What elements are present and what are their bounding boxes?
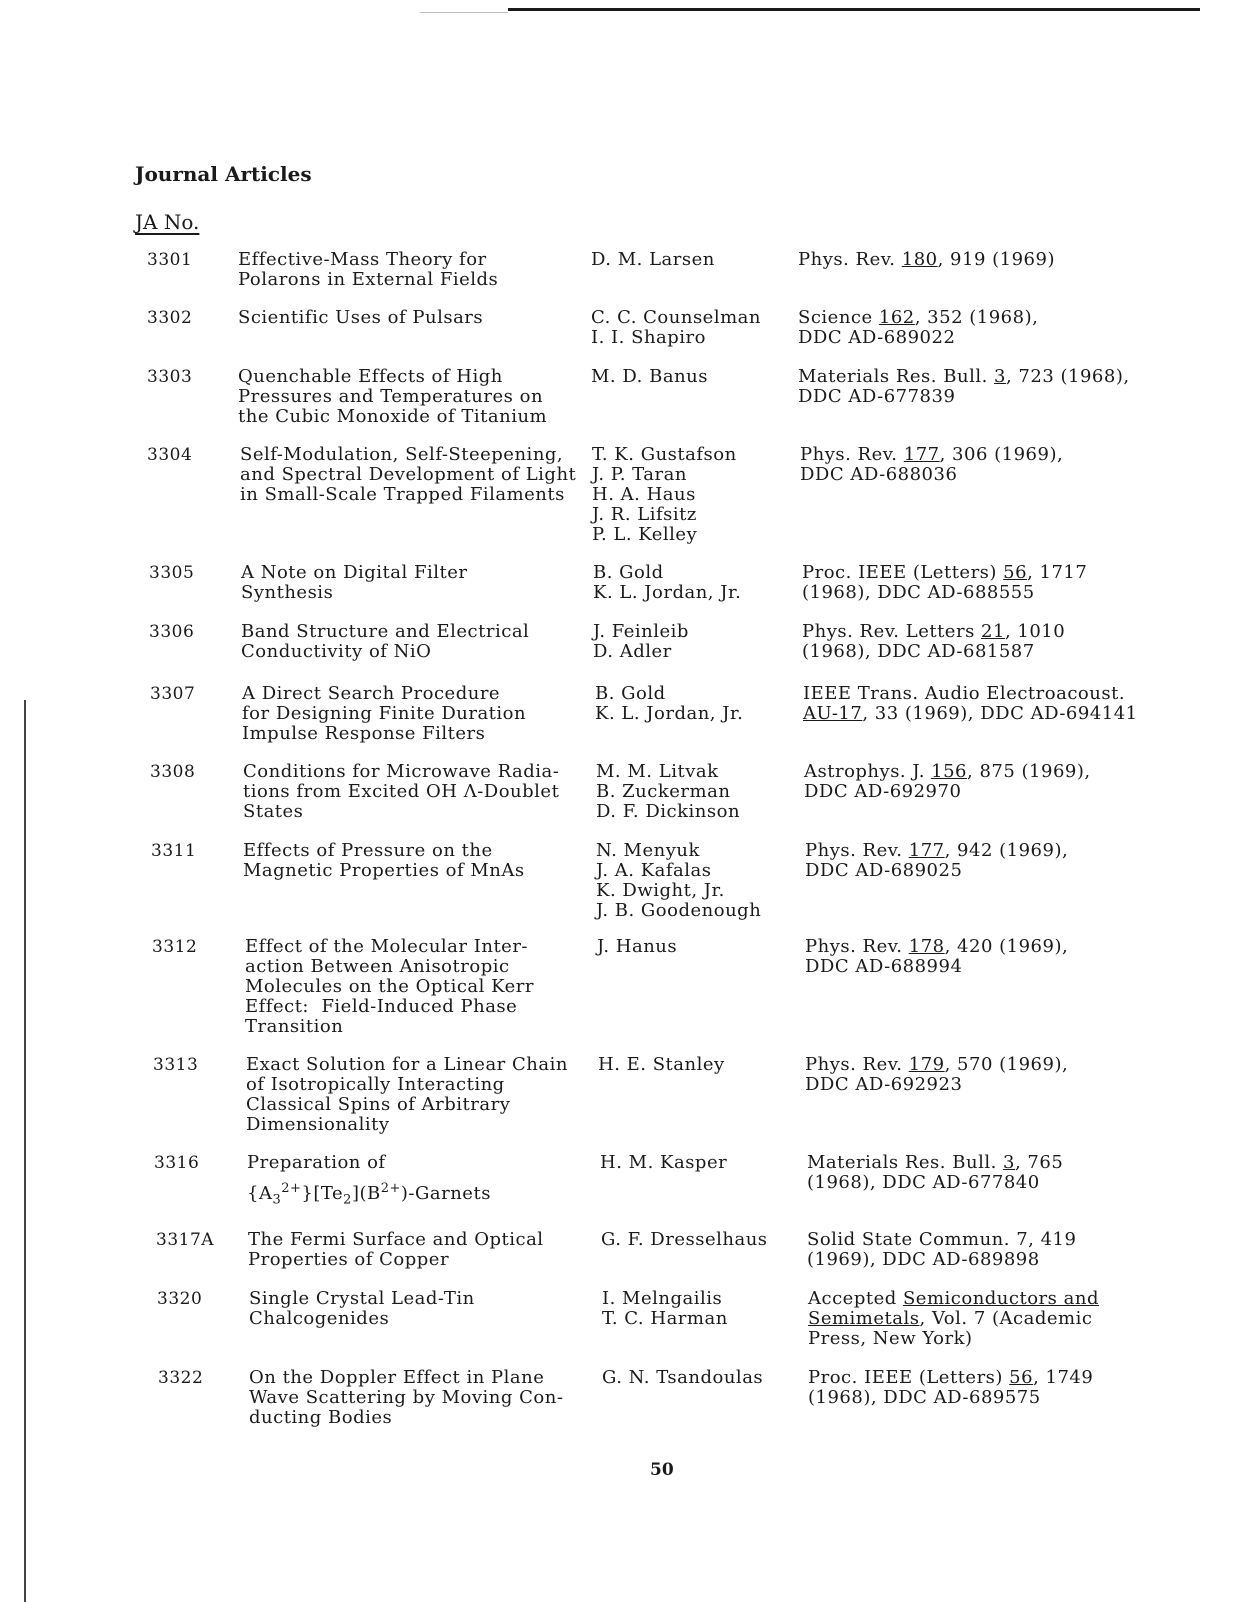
author-name: I. I. Shapiro <box>591 327 706 348</box>
author-name: T. C. Harman <box>602 1308 728 1329</box>
title-line: Transition <box>245 1016 344 1037</box>
citation-line <box>798 250 1055 270</box>
citation <box>802 563 1087 603</box>
citation-line <box>808 1368 1093 1388</box>
citation-text: , 1749 <box>1033 1367 1094 1388</box>
page-number: 50 <box>650 1460 674 1480</box>
citation-text: Phys. Rev. <box>805 936 909 957</box>
citation <box>798 367 1130 407</box>
authors <box>598 1055 725 1075</box>
citation <box>807 1153 1063 1193</box>
citation-text: , 352 (1968), <box>914 307 1039 328</box>
citation-text: , 33 (1969), DDC AD-694141 <box>862 703 1138 724</box>
article-title <box>245 937 534 1037</box>
citation-line <box>808 1289 1099 1309</box>
ja-number: 3313 <box>153 1055 199 1075</box>
citation-line <box>807 1230 1076 1250</box>
citation-text: DDC AD-688036 <box>800 464 958 485</box>
citation-text: Solid State Commun. 7, 419 <box>807 1229 1077 1250</box>
citation-text: DDC AD-692970 <box>804 781 962 802</box>
article-title <box>243 841 525 881</box>
ja-number: 3320 <box>157 1289 203 1309</box>
citation-line <box>808 1388 1093 1408</box>
article-title <box>246 1055 568 1135</box>
citation-text: Phys. Rev. <box>805 1054 909 1075</box>
author-name: K. Dwight, Jr. <box>596 880 725 901</box>
authors <box>602 1289 728 1329</box>
citation-volume: AU-17 <box>803 703 863 724</box>
citation-line <box>805 937 1068 957</box>
formula-b: ](B <box>351 1183 381 1204</box>
citation-volume: 3 <box>1003 1152 1015 1173</box>
citation-text: , 942 (1969), <box>944 840 1069 861</box>
author-name: D. F. Dickinson <box>596 801 741 822</box>
ja-number: 3304 <box>147 445 193 465</box>
citation <box>800 445 1063 485</box>
citation-text: Press, New York) <box>808 1328 973 1349</box>
title-line: Single Crystal Lead-Tin <box>249 1288 475 1309</box>
citation-line <box>802 583 1087 603</box>
title-line: Self-Modulation, Self-Steepening, <box>240 444 564 465</box>
citation <box>802 622 1065 662</box>
ja-number: 3311 <box>151 841 197 861</box>
citation-line <box>805 841 1068 861</box>
title-line: Effect: Field-Induced Phase <box>245 996 518 1017</box>
citation <box>807 1230 1076 1270</box>
ja-number: 3302 <box>147 308 193 328</box>
citation-line <box>807 1153 1063 1173</box>
citation-volume: 177 <box>908 840 945 861</box>
citation-text: Accepted <box>808 1288 903 1309</box>
citation-text: (1968), DDC AD-677840 <box>807 1172 1040 1193</box>
article-title <box>241 622 529 662</box>
left-edge-mark <box>24 700 26 1602</box>
citation-text: Phys. Rev. <box>798 249 902 270</box>
title-line: Effective-Mass Theory for <box>238 249 487 270</box>
title-line: Properties of Copper <box>248 1249 450 1270</box>
title-line: Dimensionality <box>246 1114 390 1135</box>
citation-text: DDC AD-692923 <box>805 1074 963 1095</box>
title-line: On the Doppler Effect in Plane <box>249 1367 545 1388</box>
title-line: The Fermi Surface and Optical <box>248 1229 544 1250</box>
authors <box>595 684 743 724</box>
title-line: Chalcogenides <box>249 1308 390 1329</box>
citation-line <box>805 957 1068 977</box>
title-line: Impulse Response Filters <box>242 723 486 744</box>
citation <box>808 1289 1099 1349</box>
citation-line <box>803 684 1138 704</box>
author-name: K. L. Jordan, Jr. <box>593 582 742 603</box>
author-name: D. M. Larsen <box>591 249 715 270</box>
title-line: Pressures and Temperatures on <box>238 386 544 407</box>
citation-volume: 162 <box>878 307 915 328</box>
citation <box>798 308 1038 348</box>
authors <box>597 937 677 957</box>
citation-volume: 180 <box>901 249 938 270</box>
citation-volume: 177 <box>903 444 940 465</box>
ja-number: 3312 <box>152 937 198 957</box>
authors <box>593 563 741 603</box>
citation-text: , 306 (1969), <box>939 444 1064 465</box>
citation <box>805 937 1068 977</box>
citation-text: Phys. Rev. <box>800 444 904 465</box>
authors <box>591 308 761 348</box>
ja-number: 3308 <box>150 762 196 782</box>
article-title <box>248 1230 544 1270</box>
citation-line <box>808 1329 1099 1349</box>
ja-number: 3305 <box>149 563 195 583</box>
authors <box>601 1230 768 1250</box>
title-line: Wave Scattering by Moving Con- <box>249 1387 564 1408</box>
citation-volume: 178 <box>908 936 945 957</box>
author-name: M. D. Banus <box>591 366 708 387</box>
article-title <box>241 563 467 603</box>
title-line: the Cubic Monoxide of Titanium <box>238 406 548 427</box>
article-title <box>238 250 498 290</box>
ja-number: 3322 <box>158 1368 204 1388</box>
title-line: Magnetic Properties of MnAs <box>243 860 525 881</box>
author-name: J. Hanus <box>597 936 678 957</box>
title-line: action Between Anisotropic <box>245 956 510 977</box>
author-name: N. Menyuk <box>596 840 700 861</box>
citation-text: DDC AD-677839 <box>798 386 956 407</box>
citation <box>803 684 1138 724</box>
formula-b-sup: 2+ <box>380 1181 401 1196</box>
authors <box>602 1368 763 1388</box>
title-line: Preparation of <box>247 1152 386 1173</box>
authors <box>591 250 715 270</box>
citation-line <box>798 308 1038 328</box>
article-title <box>238 308 483 328</box>
title-line: Molecules on the Optical Kerr <box>245 976 534 997</box>
formula-a-sub: 3 <box>272 1192 282 1208</box>
ja-number: 3301 <box>147 250 193 270</box>
title-line: Scientific Uses of Pulsars <box>238 307 484 328</box>
authors <box>593 622 689 662</box>
citation-line <box>807 1173 1063 1193</box>
citation-text: Proc. IEEE (Letters) <box>808 1367 1010 1388</box>
citation-text: , 1010 <box>1004 621 1066 642</box>
citation-text: DDC AD-689022 <box>798 327 956 348</box>
author-name: B. Gold <box>593 562 664 583</box>
article-title <box>242 684 526 744</box>
citation-line <box>798 328 1038 348</box>
author-name: H. E. Stanley <box>598 1054 725 1075</box>
author-name: J. P. Taran <box>592 464 687 485</box>
citation-text: , 1717 <box>1027 562 1088 583</box>
author-name: P. L. Kelley <box>592 524 698 545</box>
citation-text: , 723 (1968), <box>1005 366 1130 387</box>
title-line: Conductivity of NiO <box>241 641 432 662</box>
author-name: K. L. Jordan, Jr. <box>595 703 744 724</box>
formula-end: )-Garnets <box>400 1183 491 1204</box>
formula-te-sub: 2 <box>343 1192 352 1208</box>
column-header-ja-no: JA No. <box>135 210 200 234</box>
citation-line <box>800 445 1063 465</box>
citation-volume: Semimetals <box>808 1308 920 1329</box>
author-name: B. Zuckerman <box>596 781 731 802</box>
author-name: J. R. Lifsitz <box>592 504 697 525</box>
citation-line <box>805 1055 1068 1075</box>
top-rule <box>508 8 1200 11</box>
citation-line <box>804 762 1091 782</box>
citation-text: , 420 (1969), <box>944 936 1069 957</box>
title-line: tions from Excited OH Λ-Doublet <box>243 781 560 802</box>
authors <box>600 1153 727 1173</box>
citation-text: IEEE Trans. Audio Electroacoust. <box>803 683 1126 704</box>
citation-line <box>805 1075 1068 1095</box>
title-line: Polarons in External Fields <box>238 269 499 290</box>
title-line: Synthesis <box>241 582 334 603</box>
title-line: States <box>243 801 304 822</box>
formula-a: {A <box>247 1183 273 1204</box>
citation-volume: Semiconductors and <box>902 1288 1099 1309</box>
citation-line <box>798 367 1130 387</box>
title-line: A Direct Search Procedure <box>242 683 501 704</box>
citation-text: (1968), DDC AD-689575 <box>808 1387 1041 1408</box>
citation-text: Materials Res. Bull. <box>807 1152 1004 1173</box>
title-line: in Small-Scale Trapped Filaments <box>240 484 565 505</box>
citation-text: Phys. Rev. Letters <box>802 621 982 642</box>
citation-line <box>805 861 1068 881</box>
title-line: Exact Solution for a Linear Chain <box>246 1054 568 1075</box>
citation-text: (1969), DDC AD-689898 <box>807 1249 1040 1270</box>
authors <box>596 762 740 822</box>
authors <box>596 841 761 921</box>
citation-text: , 570 (1969), <box>944 1054 1069 1075</box>
citation-text: Astrophys. J. <box>804 761 932 782</box>
citation-line <box>800 465 1063 485</box>
citation-text: DDC AD-689025 <box>805 860 963 881</box>
citation-text: , 875 (1969), <box>967 761 1091 782</box>
author-name: D. Adler <box>593 641 672 662</box>
author-name: M. M. Litvak <box>596 761 719 782</box>
authors <box>592 445 737 545</box>
citation <box>804 762 1091 802</box>
top-rule-faint <box>420 12 508 13</box>
author-name: B. Gold <box>595 683 666 704</box>
article-title <box>247 1153 491 1211</box>
author-name: H. A. Haus <box>592 484 696 505</box>
ja-number: 3317A <box>156 1230 215 1250</box>
ja-number: 3306 <box>149 622 195 642</box>
title-line: Effect of the Molecular Inter- <box>245 936 529 957</box>
title-line: for Designing Finite Duration <box>242 703 527 724</box>
citation-text: Proc. IEEE (Letters) <box>802 562 1004 583</box>
citation-line <box>802 642 1065 662</box>
author-name: G. F. Dresselhaus <box>601 1229 768 1250</box>
citation <box>798 250 1055 270</box>
section-title: Journal Articles <box>135 162 312 186</box>
title-line: of Isotropically Interacting <box>246 1074 505 1095</box>
formula-mid: }[Te <box>301 1183 344 1204</box>
citation-volume: 156 <box>931 761 967 782</box>
citation-line <box>803 704 1138 724</box>
title-line: and Spectral Development of Light <box>240 464 577 485</box>
citation-line <box>807 1250 1076 1270</box>
citation-volume: 3 <box>994 366 1006 387</box>
article-title <box>238 367 547 427</box>
citation-line <box>808 1309 1099 1329</box>
author-name: C. C. Counselman <box>591 307 761 328</box>
title-formula <box>247 1179 491 1211</box>
title-line: Conditions for Microwave Radia- <box>243 761 560 782</box>
title-line: Effects of Pressure on the <box>243 840 493 861</box>
citation-text: Materials Res. Bull. <box>798 366 995 387</box>
author-name: T. K. Gustafson <box>592 444 737 465</box>
citation-line <box>798 387 1130 407</box>
citation <box>808 1368 1093 1408</box>
citation-text: , Vol. 7 (Academic <box>919 1308 1093 1329</box>
author-name: G. N. Tsandoulas <box>602 1367 764 1388</box>
citation-text: , 765 <box>1014 1152 1064 1173</box>
citation <box>805 841 1068 881</box>
title-line: A Note on Digital Filter <box>241 562 468 583</box>
title-line: Classical Spins of Arbitrary <box>246 1094 511 1115</box>
citation-text: (1968), DDC AD-681587 <box>802 641 1035 662</box>
citation-volume: 21 <box>981 621 1005 642</box>
author-name: H. M. Kasper <box>600 1152 728 1173</box>
citation-line <box>802 563 1087 583</box>
article-title <box>240 445 576 505</box>
author-name: J. A. Kafalas <box>596 860 712 881</box>
ja-number: 3307 <box>150 684 196 704</box>
citation <box>805 1055 1068 1095</box>
formula-a-sup: 2+ <box>281 1181 302 1196</box>
citation-text: (1968), DDC AD-688555 <box>802 582 1035 603</box>
citation-line <box>804 782 1091 802</box>
citation-volume: 56 <box>1009 1367 1034 1388</box>
article-title <box>249 1289 475 1329</box>
author-name: J. B. Goodenough <box>596 900 762 921</box>
title-line: Quenchable Effects of High <box>238 366 503 387</box>
ja-number: 3316 <box>154 1153 200 1173</box>
citation-volume: 179 <box>908 1054 945 1075</box>
citation-volume: 56 <box>1003 562 1028 583</box>
ja-number: 3303 <box>147 367 193 387</box>
citation-text: DDC AD-688994 <box>805 956 963 977</box>
article-title <box>249 1368 563 1428</box>
citation-text: Science <box>798 307 879 328</box>
author-name: J. Feinleib <box>593 621 689 642</box>
citation-text: , 919 (1969) <box>937 249 1055 270</box>
article-title <box>243 762 559 822</box>
title-line: ducting Bodies <box>249 1407 393 1428</box>
authors <box>591 367 708 387</box>
title-line: Band Structure and Electrical <box>241 621 530 642</box>
author-name: I. Melngailis <box>602 1288 723 1309</box>
citation-text: Phys. Rev. <box>805 840 909 861</box>
citation-line <box>802 622 1065 642</box>
